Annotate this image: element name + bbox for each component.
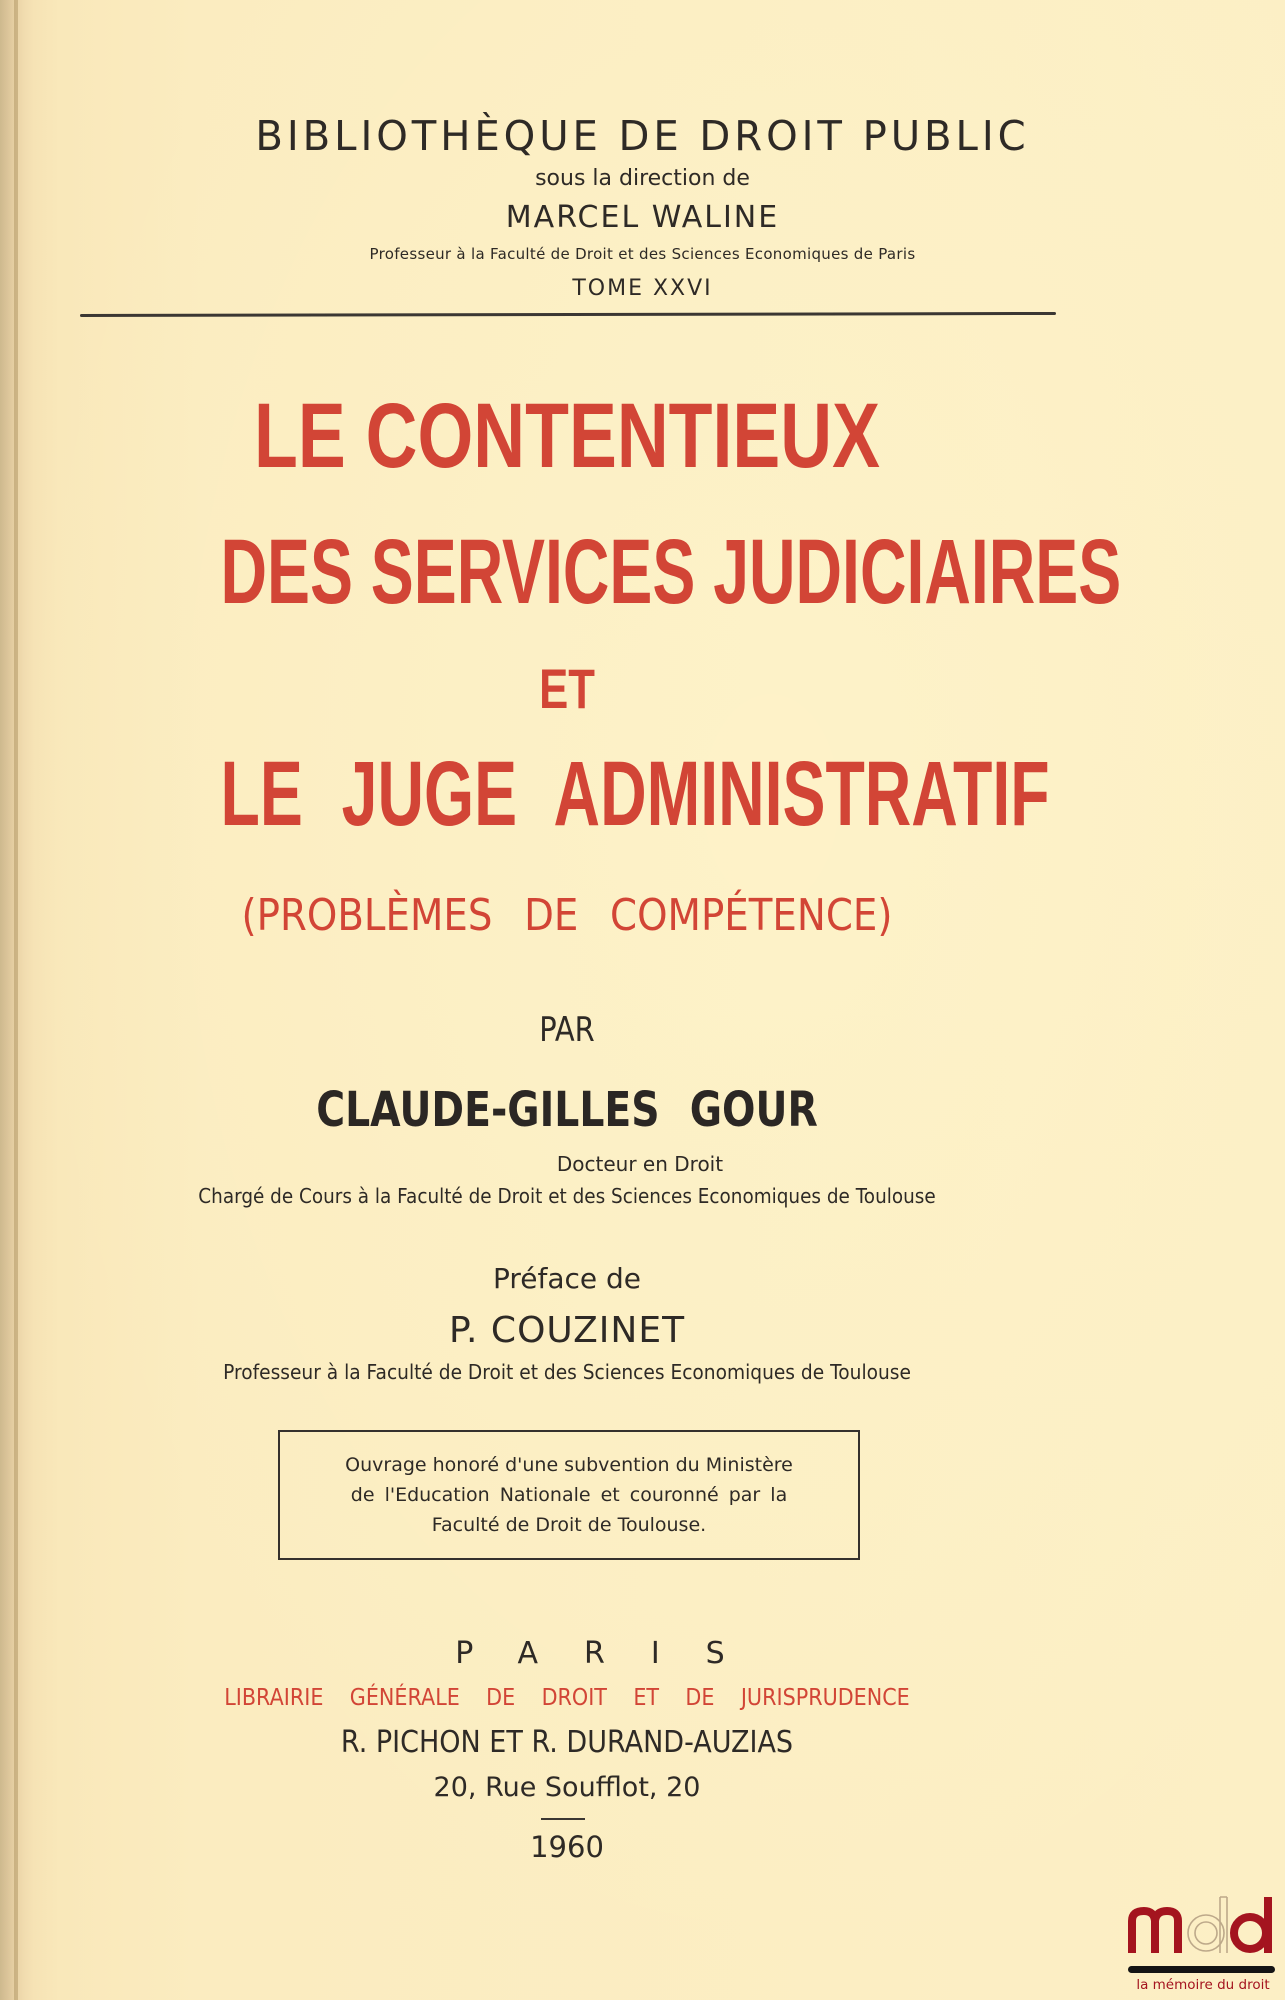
imprint-address: 20, Rue Soufflot, 20: [433, 1772, 701, 1803]
logo-tagline: la mémoire du droit: [1136, 1977, 1270, 1993]
subtitle: (PROBLÈMES DE COMPÉTENCE): [241, 890, 893, 941]
title-line-2: DES SERVICES JUDICIAIRES: [220, 521, 1122, 623]
author-role: Chargé de Cours à la Faculté de Droit et des Sciences Economiques de Toulouse: [198, 1184, 936, 1208]
series-director-role: Professeur à la Faculté de Droit et des Sciences Economiques de Paris: [369, 245, 916, 263]
mdd-logo-icon: [1128, 1895, 1278, 1957]
logo-underline-bar: [1128, 1966, 1275, 1973]
title-line-4: LE JUGE ADMINISTRATIF: [220, 743, 1050, 845]
preface-label: Préface de: [492, 1262, 642, 1295]
imprint-publisher-names: R. PICHON ET R. DURAND-AUZIAS: [340, 1725, 794, 1760]
award-notice-box: [278, 1430, 860, 1560]
series-director: MARCEL WALINE: [505, 200, 780, 235]
imprint-short-rule: [541, 1818, 585, 1820]
title-line-3: ET: [539, 657, 595, 720]
imprint-publisher: LIBRAIRIE GÉNÉRALE DE DROIT ET DE JURISPRUDENCE: [224, 1685, 910, 1711]
volume-number: TOME XXVI: [572, 276, 713, 301]
mdd-watermark-logo: [1128, 1895, 1278, 1995]
preface-author: P. COUZINET: [448, 1310, 686, 1351]
author-degree: Docteur en Droit: [556, 1152, 724, 1176]
imprint-city: PARIS: [455, 1636, 771, 1671]
series-title: BIBLIOTHÈQUE DE DROIT PUBLIC: [255, 112, 1030, 160]
imprint-year: 1960: [530, 1830, 604, 1864]
award-line-1: Ouvrage honoré d'une subvention du Ministère: [345, 1454, 793, 1476]
author-name: CLAUDE-GILLES GOUR: [316, 1082, 818, 1138]
direction-label: sous la direction de: [535, 166, 750, 191]
by-label: PAR: [539, 1010, 595, 1050]
title-line-1: LE CONTENTIEUX: [254, 385, 880, 487]
award-line-3: Faculté de Droit de Toulouse.: [431, 1514, 707, 1536]
header-divider: [80, 312, 1056, 317]
preface-author-role: Professeur à la Faculté de Droit et des Sciences Economiques de Toulouse: [223, 1360, 911, 1384]
award-line-2: de l'Education Nationale et couronné par la: [350, 1484, 788, 1506]
